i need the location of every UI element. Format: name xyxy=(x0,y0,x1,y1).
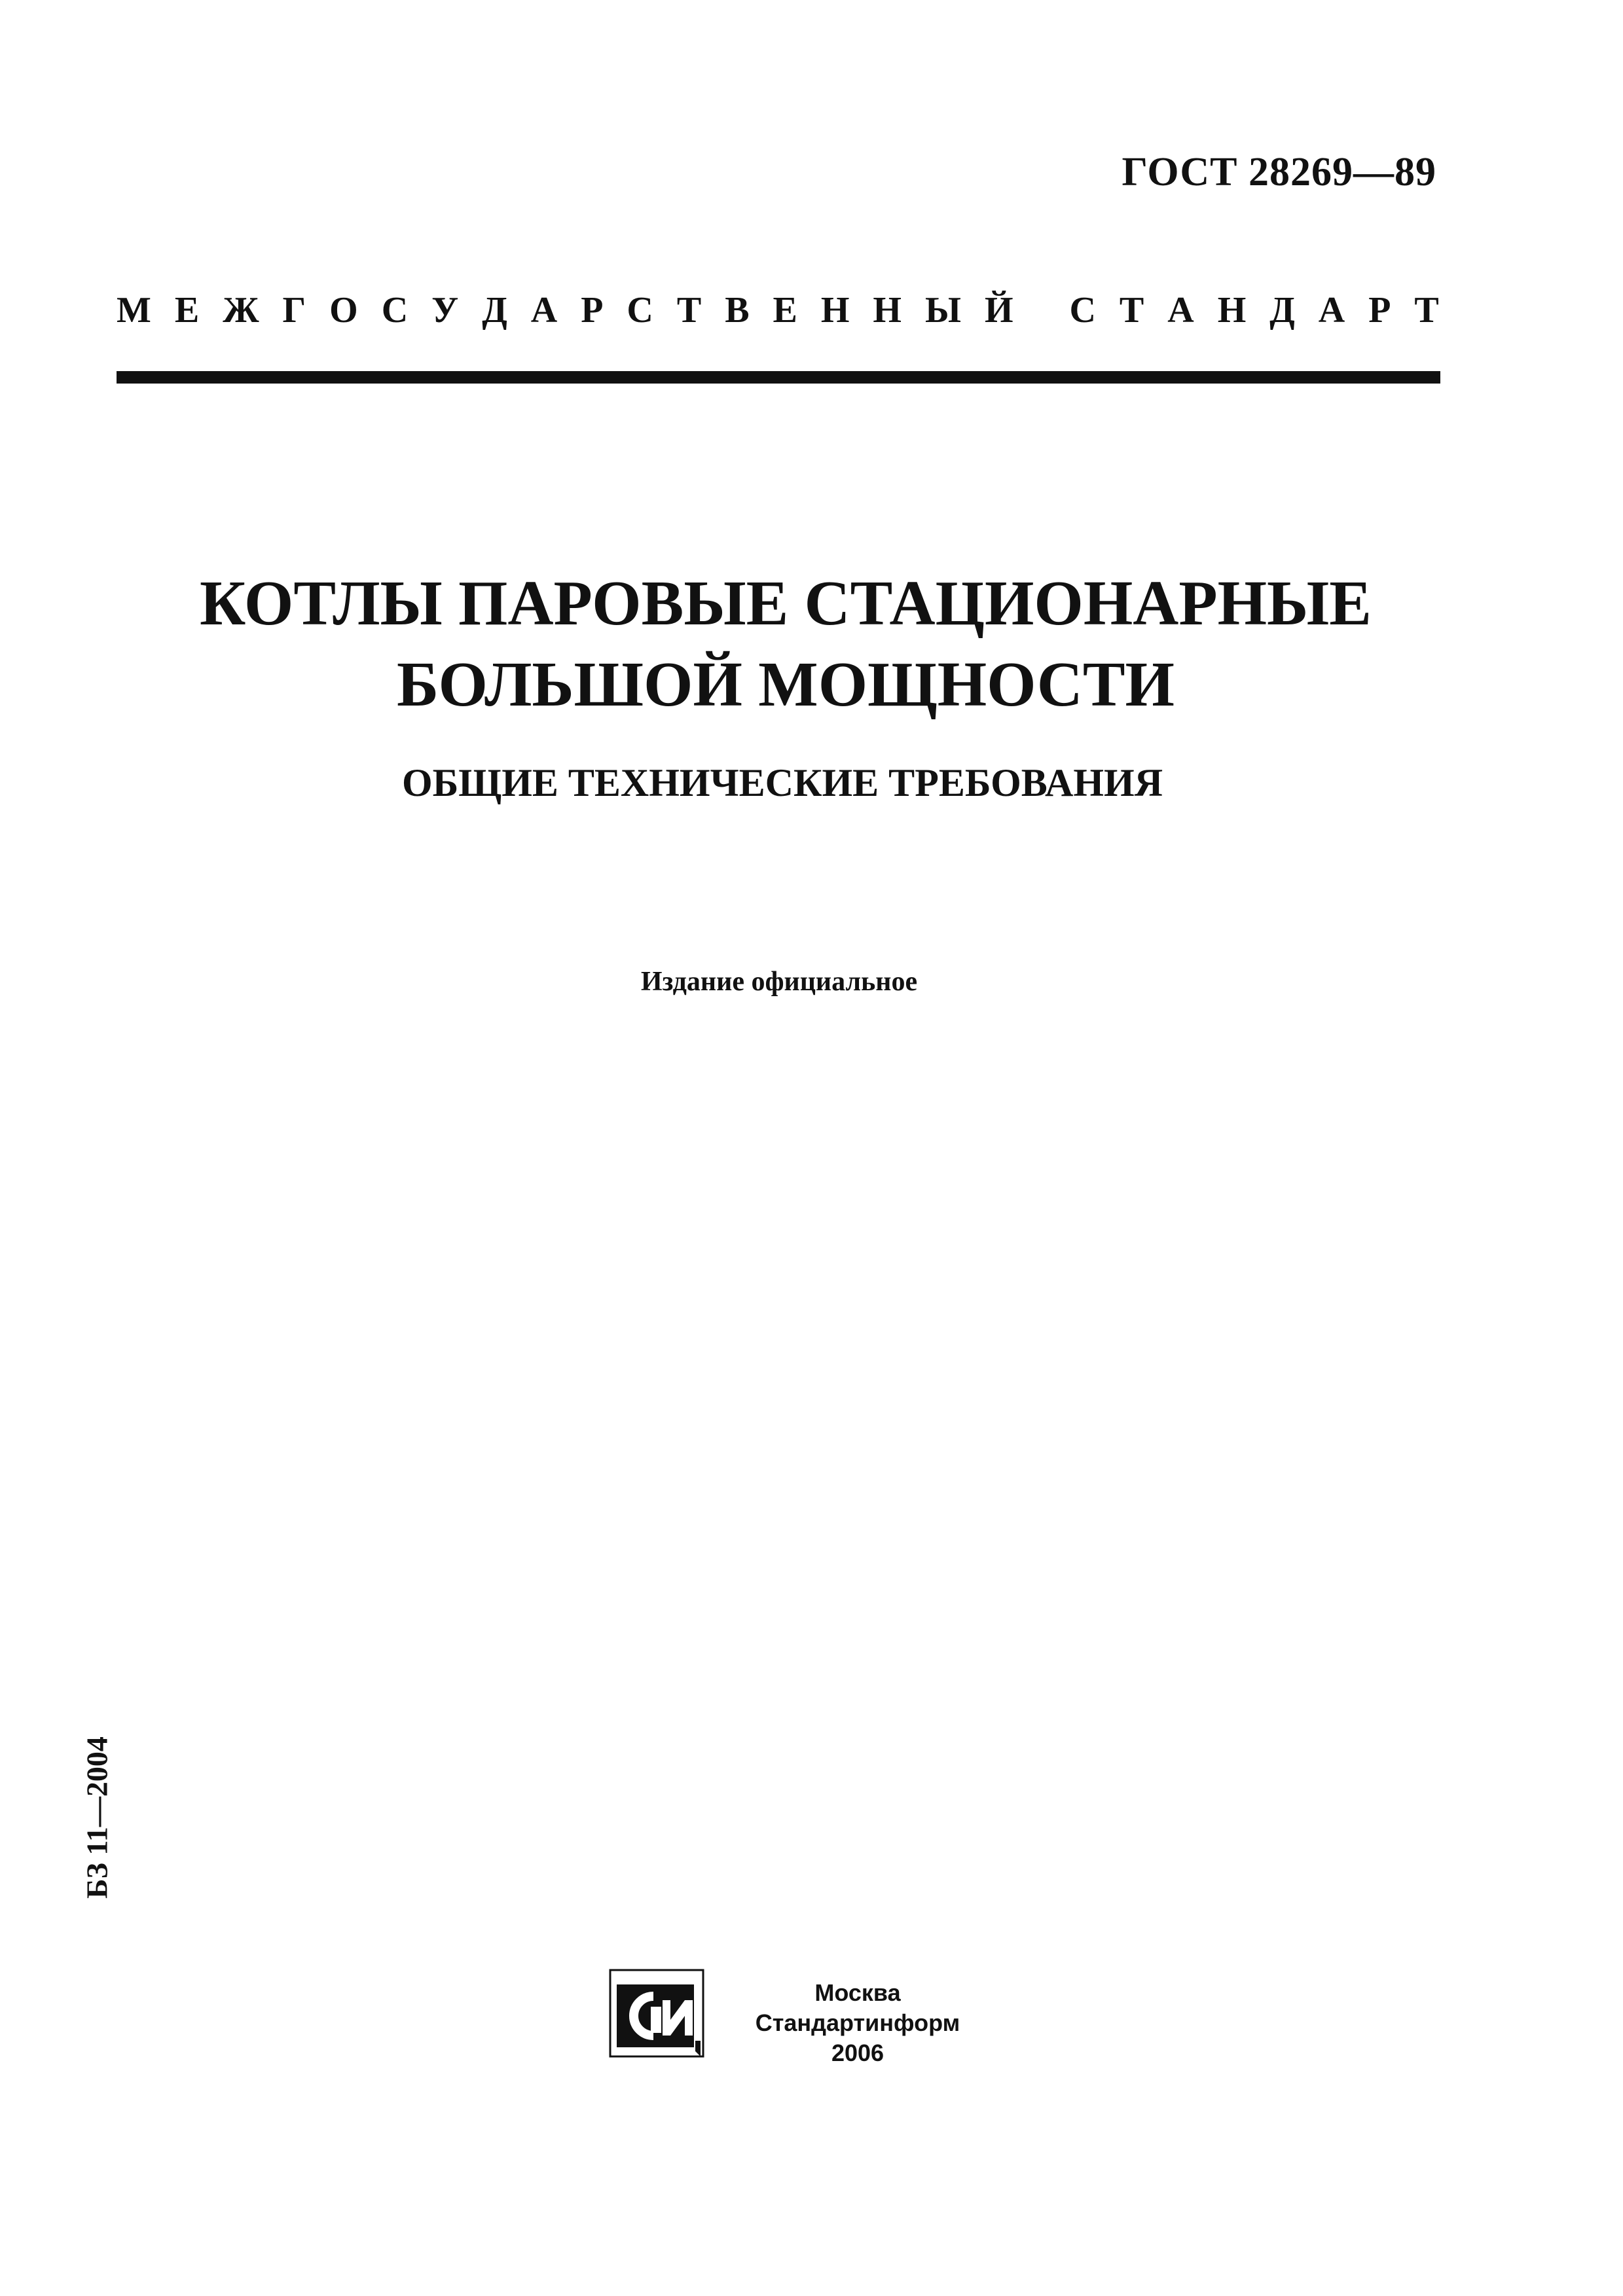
standard-type-letter: Н xyxy=(1217,290,1247,331)
standard-type-letter: А xyxy=(1318,290,1345,331)
document-subtitle: ОБЩИЕ ТЕХНИЧЕСКИЕ ТРЕБОВАНИЯ xyxy=(401,761,1163,804)
standard-type-letter: Й xyxy=(984,290,1013,331)
side-code-text: БЗ 11—2004 xyxy=(80,1736,114,1899)
standard-type-letter: Е xyxy=(174,290,200,331)
edition-note: Издание официальное xyxy=(640,967,918,997)
standard-type-letter: О xyxy=(329,290,358,331)
standard-type-letter: С xyxy=(1069,290,1096,331)
standard-type-letter: Т xyxy=(676,290,702,331)
standard-type-letter: Ы xyxy=(924,290,961,331)
standard-type-letter: Ж xyxy=(223,290,259,331)
standard-type-letter: Р xyxy=(1368,290,1391,331)
standard-type-letter: Т xyxy=(1119,290,1144,331)
header-rule xyxy=(117,371,1440,384)
publisher-city: Москва xyxy=(814,1979,901,2006)
standard-type-letter: В xyxy=(725,290,750,331)
standard-type-letter: М xyxy=(117,290,151,331)
document-title xyxy=(0,563,1571,725)
title-line-2: БОЛЬШОЙ МОЩНОСТИ xyxy=(397,649,1175,719)
standard-type-letter: С xyxy=(381,290,409,331)
standartinform-logo-icon xyxy=(608,1967,706,2059)
standard-type-letter: Т xyxy=(1414,290,1439,331)
standard-type-letter: Д xyxy=(1269,290,1295,331)
standard-type-letter: Н xyxy=(873,290,902,331)
standard-type-letter: Р xyxy=(581,290,604,331)
standard-type-letter: А xyxy=(530,290,558,331)
standard-type-label xyxy=(117,289,1439,331)
standard-type-letter: У xyxy=(431,290,459,331)
standard-type-letter: Д xyxy=(482,290,507,331)
standard-type-letter: Г xyxy=(282,290,306,331)
standard-type-letter: А xyxy=(1167,290,1194,331)
publisher-name: Стандартинформ xyxy=(755,2009,960,2036)
publisher-block xyxy=(727,1978,989,2068)
standard-type-letter xyxy=(1037,289,1046,331)
title-line-1: КОТЛЫ ПАРОВЫЕ СТАЦИОНАРНЫЕ xyxy=(199,568,1372,638)
standard-type-letter: Н xyxy=(820,290,850,331)
document-code: ГОСТ 28269—89 xyxy=(1122,150,1436,194)
standard-type-letter: С xyxy=(627,290,653,331)
publisher-year: 2006 xyxy=(831,2039,884,2066)
standard-type-letter: Е xyxy=(773,290,797,331)
